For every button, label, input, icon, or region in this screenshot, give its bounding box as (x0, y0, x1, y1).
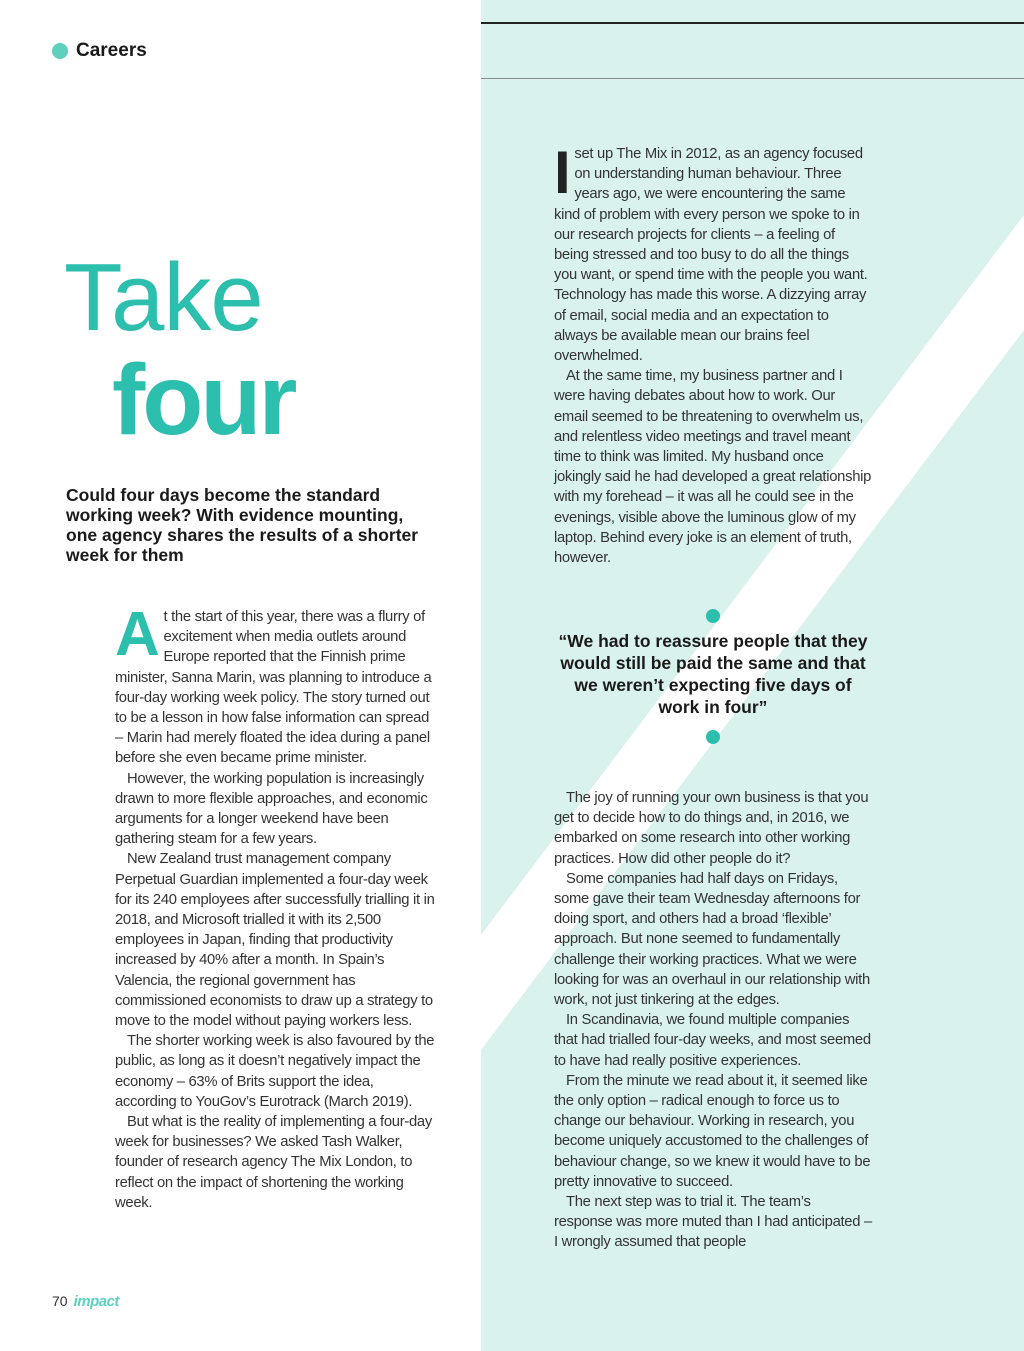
paragraph: Some companies had half days on Fridays, some gave their team Wednesday afternoons for doing sport, and others had a broad ‘flexible’ approach. But none seemed to fundamentally challenge their working practices. What we were looking for was an overhaul in our relationship with work, not just tinkering at the edges. (554, 870, 870, 1009)
paragraph: At the same time, my business partner and I were having debates about how to work. Our email seemed to be threatening to overwhelm us, and relentless video meetings and travel meant time to think was limited. My husband once jokingly said he had developed a great relationship with my forehead – it was all he could see in the evenings, visible above the luminous glow of my laptop. Behind every joke is an element of truth, however. (554, 368, 872, 567)
right-column-top (554, 139, 872, 568)
page-footer (52, 1293, 119, 1310)
section-dot-icon (52, 43, 68, 59)
headline-take: Take (64, 244, 263, 351)
pull-quote-dot-icon (706, 609, 720, 623)
right-column-bottom (554, 788, 872, 1253)
magazine-logo: impact (73, 1293, 119, 1310)
paragraph: New Zealand trust management company Perpetual Guardian implemented a four-day week for its 240 employees after successfully trialling it in 2018, and Microsoft trialled it with its 2,500 employees in Japan, finding that productivity increased by 40% after a month. In Spain’s Valencia, the regional government has commissioned economists to draw up a strategy to move to the model without paying workers less. (115, 851, 435, 1030)
paragraph: The next step was to trial it. The team’s response was more muted than I had anticipated – I wrongly assumed that people (554, 1194, 872, 1251)
top-rule (481, 22, 1024, 24)
paragraph: The shorter working week is also favoured by the public, as long as it doesn’t negatively impact the economy – 63% of Brits support the idea, according to YouGov’s Eurotrack (March 2019). (115, 1033, 435, 1110)
paragraph: However, the working population is increasingly drawn to more flexible approaches, and economic arguments for a longer weekend have been gathering steam for a few years. (115, 770, 428, 848)
drop-cap: I (554, 139, 571, 206)
paragraph: The joy of running your own business is that you get to decide how to do things and, in 2016, we embarked on some research into other working practices. How did other people do it? (554, 790, 869, 867)
paragraph: In Scandinavia, we found multiple companies that had trialled four-day weeks, and most seemed to have had really positive experiences. (554, 1012, 871, 1069)
header-rule (481, 78, 1024, 79)
section-label (52, 40, 147, 62)
section-text: Careers (76, 40, 147, 61)
standfirst: Could four days become the standard working week? With evidence mounting, one agency shares the results of a shorter week for them (66, 485, 419, 565)
pull-quote: “We had to reassure people that they would still be paid the same and that we weren’t expecting five days of work in four” (558, 631, 868, 717)
paragraph: From the minute we read about it, it seemed like the only option – radical enough to force us to change our behaviour. Working in research, you become uniquely accustomed to the challenges of behaviour change, so we knew it would have to be pretty innovative to succeed. (554, 1072, 871, 1190)
paragraph: set up The Mix in 2012, as an agency focused on understanding human behaviour. Three years ago, we were encountering the same kind of problem with every person we spoke to in our research projects for clients – a feeling of being stressed and too busy to do all the things you want, or spend time with the people you want. Technology has made this worse. A dizzying array of email, social media and an expectation to always be available mean our brains feel overwhelmed. (554, 146, 868, 365)
drop-cap: A (115, 600, 160, 669)
pull-quote-dot-icon (706, 730, 720, 744)
paragraph: But what is the reality of implementing a four-day week for businesses? We asked Tash Walker, founder of research agency The Mix London, to reflect on the impact of shortening the working week. (115, 1114, 432, 1211)
paragraph: t the start of this year, there was a flurry of excitement when media outlets around Europe reported that the Finnish prime minister, Sanna Marin, was planning to introduce a four-day working week policy. The story turned out to be a lesson in how false information can spread – Marin had merely floated the idea during a panel before she even became prime minister. (115, 609, 432, 767)
page-number: 70 (52, 1293, 68, 1309)
left-column (115, 600, 435, 1213)
headline-four: four (112, 344, 295, 456)
